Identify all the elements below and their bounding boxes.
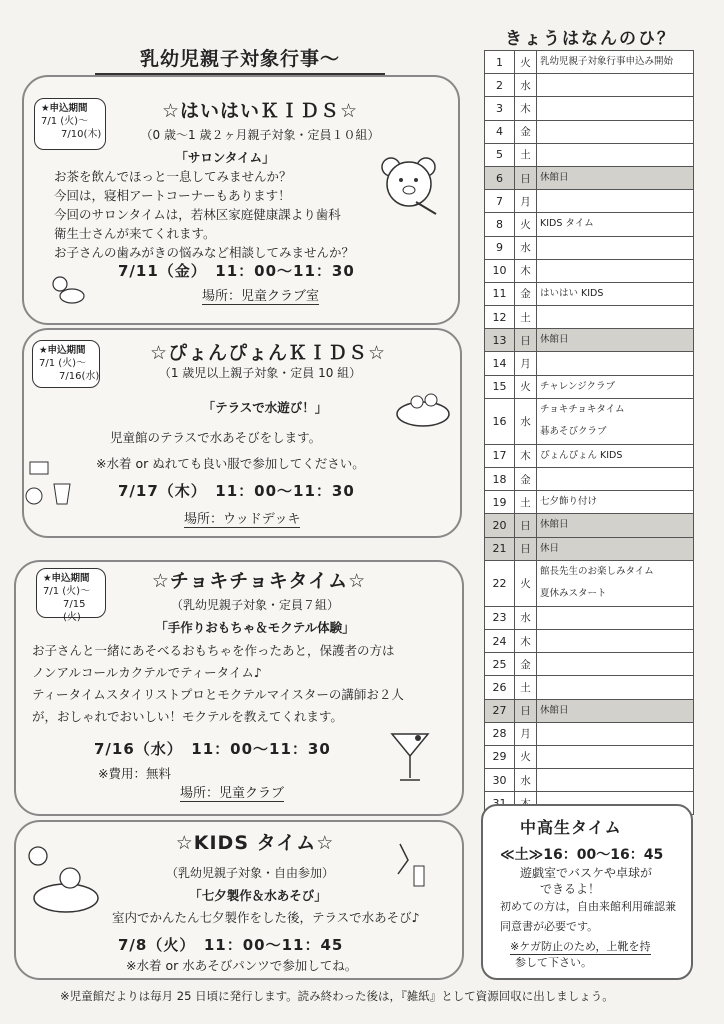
calendar-day: 7: [485, 190, 515, 213]
calendar-row: [485, 259, 694, 282]
calendar-event: [537, 514, 694, 537]
calendar-event: [537, 236, 694, 259]
desc-line: お子さんと一緒にあそべるおもちゃを作ったあと，保護者の方は: [32, 643, 395, 658]
event-datetime: 7/16（水） 11：00～11：30: [94, 740, 331, 758]
calendar-day: 27: [485, 699, 515, 722]
calendar-event-text: 休館日: [540, 704, 569, 716]
event-place: 場所：児童クラブ: [180, 782, 284, 802]
calendar-day: 5: [485, 143, 515, 166]
calendar-weekday: 火: [515, 51, 537, 74]
calendar-weekday: 月: [515, 190, 537, 213]
page-title: 乳幼児親子対象行事～: [95, 44, 385, 75]
chukosei-title: 中高生タイム: [520, 818, 622, 837]
calendar-day: 23: [485, 606, 515, 629]
calendar-event: [537, 653, 694, 676]
calendar-event: [537, 190, 694, 213]
calendar-row: [485, 629, 694, 652]
period-end: 7/16(水): [59, 371, 100, 382]
event-note: ※費用：無料: [98, 766, 171, 781]
event-title: ☆はいはいＫＩＤＳ☆: [161, 100, 359, 122]
calendar-weekday: 水: [515, 398, 537, 444]
calendar-event-text: 休館日: [540, 519, 569, 531]
desc-line: 今回は，寝相アートコーナーもあります！: [54, 188, 291, 203]
calendar-day: 22: [485, 560, 515, 606]
calendar-row: [485, 74, 694, 97]
calendar-row: [485, 329, 694, 352]
calendar-weekday: 金: [515, 468, 537, 491]
event-note: ※水着 or 水あそびパンツで参加してね。: [126, 958, 358, 973]
calendar-row: [485, 653, 694, 676]
chukosei-warning: ※ケガ防止のため，上靴を持: [510, 940, 651, 953]
calendar-row: [485, 236, 694, 259]
calendar-event: [537, 282, 694, 305]
calendar-day: 4: [485, 120, 515, 143]
event-title: ☆ぴょんぴょんＫＩＤＳ☆: [149, 342, 387, 364]
calendar-event: [537, 398, 694, 444]
swimwear-icon: [24, 458, 76, 512]
calendar-event-text: はいはい KIDS: [540, 287, 604, 299]
calendar-weekday: 金: [515, 653, 537, 676]
event-place: 場所：児童クラブ室: [202, 285, 319, 305]
calendar-row: [485, 676, 694, 699]
calendar-row: [485, 560, 694, 606]
calendar-day: 21: [485, 537, 515, 560]
calendar-event: [537, 676, 694, 699]
desc-line: お子さんの歯みがきの悩みなど相談してみませんか？: [54, 245, 355, 260]
calendar-row: [485, 514, 694, 537]
desc-line: ティータイムスタイリストプロとモクテルマイスターの講師お２人: [32, 687, 404, 702]
calendar-event-text: 館長先生のお楽しみタイム: [540, 566, 654, 578]
event-place: 場所：ウッドデッキ: [184, 508, 300, 528]
event-subtitle: （1 歳児以上親子対象・定員 10 組）: [158, 366, 362, 380]
calendar-weekday: 土: [515, 491, 537, 514]
cocktail-glass-icon: [388, 728, 432, 786]
calendar-event: [537, 213, 694, 236]
calendar-event: [537, 537, 694, 560]
period-end: 7/15 (火): [63, 599, 86, 623]
calendar-event: [537, 259, 694, 282]
calendar-weekday: 日: [515, 514, 537, 537]
event-datetime: 7/17（木） 11：00～11：30: [118, 482, 355, 500]
calendar-row: [485, 166, 694, 189]
calendar-weekday: 日: [515, 329, 537, 352]
calendar-day: 2: [485, 74, 515, 97]
calendar-day: 28: [485, 722, 515, 745]
calendar-row: [485, 745, 694, 768]
event-title: ☆KIDS タイム☆: [175, 832, 335, 854]
event-datetime: 7/11（金） 11：00～11：30: [118, 262, 355, 280]
event-theme: 「手作りおもちゃ＆モクテル体験」: [155, 620, 355, 635]
period-start: 7/1 (火)～: [41, 116, 89, 127]
calendar-day: 29: [485, 745, 515, 768]
calendar-weekday: 日: [515, 699, 537, 722]
calendar-event-text: 碁あそびクラブ: [540, 426, 607, 438]
footer-note: ※児童館だよりは毎月 25 日頃に発行します。読み終わった後は，『雑紙』として資源回収に出しましょう。: [60, 989, 614, 1003]
calendar-weekday: 月: [515, 352, 537, 375]
desc-line: ノンアルコールカクテルでティータイム♪: [32, 665, 262, 680]
chukosei-info: 初めての方は，自由来館利用確認兼: [500, 900, 676, 913]
event-calendar: [484, 50, 694, 815]
desc-line: 衛生士さんが来てくれます。: [54, 226, 216, 241]
calendar-row: [485, 97, 694, 120]
calendar-row: [485, 213, 694, 236]
event-theme: 「サロンタイム」: [175, 150, 275, 165]
calendar-weekday: 水: [515, 74, 537, 97]
calendar-event-text: 休館日: [540, 172, 569, 184]
calendar-day: 1: [485, 51, 515, 74]
calendar-weekday: 木: [515, 97, 537, 120]
application-period: [32, 340, 100, 388]
calendar-event-text: チョキチョキタイム: [540, 404, 625, 416]
calendar-event: [537, 606, 694, 629]
calendar-event: [537, 375, 694, 398]
calendar-row: [485, 699, 694, 722]
calendar-row: [485, 537, 694, 560]
chukosei-desc: 遊戯室でバスケや卓球が: [520, 866, 653, 880]
calendar-event: [537, 491, 694, 514]
calendar-weekday: 木: [515, 444, 537, 467]
calendar-weekday: 土: [515, 143, 537, 166]
calendar-event: [537, 468, 694, 491]
calendar-weekday: 火: [515, 745, 537, 768]
calendar-event: [537, 306, 694, 329]
desc-line: 児童館のテラスで水あそびをします。: [110, 430, 322, 445]
calendar-event-text: 夏休みスタート: [540, 588, 607, 600]
calendar-weekday: 水: [515, 769, 537, 792]
calendar-day: 15: [485, 375, 515, 398]
calendar-row: [485, 375, 694, 398]
calendar-event: [537, 166, 694, 189]
calendar-event-text: 休日: [540, 542, 560, 554]
calendar-event-text: チャレンジクラブ: [540, 380, 616, 392]
baby-crawling-icon: [48, 272, 88, 306]
calendar-weekday: 火: [515, 375, 537, 398]
calendar-event: [537, 143, 694, 166]
calendar-day: 16: [485, 398, 515, 444]
calendar-row: [485, 282, 694, 305]
calendar-day: 24: [485, 629, 515, 652]
calendar-day: 26: [485, 676, 515, 699]
calendar-event: [537, 329, 694, 352]
desc-line: 今回のサロンタイムは，若林区家庭健康課より歯科: [54, 207, 341, 222]
event-title: ☆チョキチョキタイム☆: [151, 570, 367, 592]
calendar-event: [537, 444, 694, 467]
calendar-row: [485, 722, 694, 745]
calendar-row: [485, 306, 694, 329]
calendar-event: [537, 97, 694, 120]
calendar-event-text: 七夕飾り付け: [540, 496, 598, 508]
calendar-event-text: 乳幼児親子対象行事申込み開始: [540, 56, 674, 68]
calendar-weekday: 火: [515, 213, 537, 236]
calendar-day: 11: [485, 282, 515, 305]
calendar-day: 14: [485, 352, 515, 375]
calendar-row: [485, 769, 694, 792]
calendar-day: 19: [485, 491, 515, 514]
calendar-day: 18: [485, 468, 515, 491]
period-end: 7/10(木): [61, 129, 102, 140]
period-label: ★申込期間: [41, 103, 88, 114]
chukosei-time: ≪土≫16：00～16：45: [500, 847, 664, 863]
calendar-event-text: 休館日: [540, 334, 569, 346]
calendar-event: [537, 722, 694, 745]
calendar-event: [537, 745, 694, 768]
period-start: 7/1 (火)～: [43, 586, 91, 597]
event-description: [112, 908, 462, 927]
calendar-weekday: 土: [515, 306, 537, 329]
calendar-day: 3: [485, 97, 515, 120]
calendar-weekday: 日: [515, 166, 537, 189]
calendar-event: [537, 699, 694, 722]
chukosei-info: 同意書が必要です。: [500, 920, 599, 933]
calendar-day: 13: [485, 329, 515, 352]
event-description: [54, 167, 414, 262]
event-subtitle: （乳幼児親子対象・自由参加）: [165, 866, 334, 880]
calendar-weekday: 火: [515, 560, 537, 606]
calendar-weekday: 日: [515, 537, 537, 560]
bear-toothbrush-icon: [376, 152, 446, 222]
application-period: [36, 568, 106, 623]
calendar-day: 12: [485, 306, 515, 329]
calendar-row: [485, 143, 694, 166]
calendar-day: 10: [485, 259, 515, 282]
calendar-row: [485, 444, 694, 467]
period-start: 7/1 (火)～: [39, 358, 87, 369]
calendar-day: 6: [485, 166, 515, 189]
chukosei-desc: できるよ！: [540, 882, 601, 896]
calendar-event: [537, 51, 694, 74]
event-theme: 「テラスで水遊び！」: [202, 400, 328, 415]
calendar-day: 25: [485, 653, 515, 676]
event-description: [32, 640, 452, 728]
event-theme: 「七夕製作＆水あそび」: [189, 888, 327, 903]
calendar-event: [537, 629, 694, 652]
calendar-row: [485, 120, 694, 143]
sun-pool-icon: [22, 842, 102, 922]
desc-line: お茶を飲んでほっと一息してみませんか？: [54, 169, 292, 184]
event-subtitle: （0 歳～1 歳２ヶ月親子対象・定員１０組）: [140, 128, 380, 142]
calendar-weekday: 水: [515, 236, 537, 259]
event-subtitle: （乳幼児親子対象・定員７組）: [170, 598, 339, 612]
application-period: [34, 98, 106, 150]
calendar-weekday: 木: [515, 259, 537, 282]
calendar-weekday: 月: [515, 722, 537, 745]
calendar-row: [485, 398, 694, 444]
tanabata-decoration-icon: [390, 840, 434, 892]
kids-pool-icon: [395, 384, 451, 430]
calendar-event: [537, 769, 694, 792]
event-note: ※水着 or ぬれても良い服で参加してください。: [96, 456, 365, 471]
event-datetime: 7/8（火） 11：00～11：45: [118, 936, 344, 954]
calendar-event-text: KIDS タイム: [540, 218, 594, 230]
event-description: [110, 428, 430, 447]
calendar-day: 17: [485, 444, 515, 467]
calendar-row: [485, 468, 694, 491]
calendar-row: [485, 190, 694, 213]
calendar-event: [537, 120, 694, 143]
calendar-day: 20: [485, 514, 515, 537]
calendar-day: 9: [485, 236, 515, 259]
calendar-weekday: 金: [515, 120, 537, 143]
desc-line: が，おしゃれでおいしい！モクテルを教えてくれます。: [32, 709, 343, 724]
period-label: ★申込期間: [39, 345, 86, 356]
calendar-day: 8: [485, 213, 515, 236]
calendar-day: 30: [485, 769, 515, 792]
calendar-event: [537, 352, 694, 375]
period-label: ★申込期間: [43, 573, 90, 584]
calendar-row: [485, 51, 694, 74]
calendar-weekday: 水: [515, 606, 537, 629]
calendar-row: [485, 491, 694, 514]
calendar-weekday: 土: [515, 676, 537, 699]
calendar-weekday: 金: [515, 282, 537, 305]
chukosei-warning: 参して下さい。: [515, 956, 592, 969]
calendar-weekday: 木: [515, 629, 537, 652]
calendar-event: [537, 560, 694, 606]
calendar-event: [537, 74, 694, 97]
calendar-row: [485, 606, 694, 629]
desc-line: 室内でかんたん七夕製作をした後，テラスで水あそび♪: [112, 910, 420, 925]
calendar-title: きょうはなんのひ？: [505, 29, 676, 49]
calendar-row: [485, 352, 694, 375]
calendar-event-text: ぴょんぴょん KIDS: [540, 449, 623, 461]
